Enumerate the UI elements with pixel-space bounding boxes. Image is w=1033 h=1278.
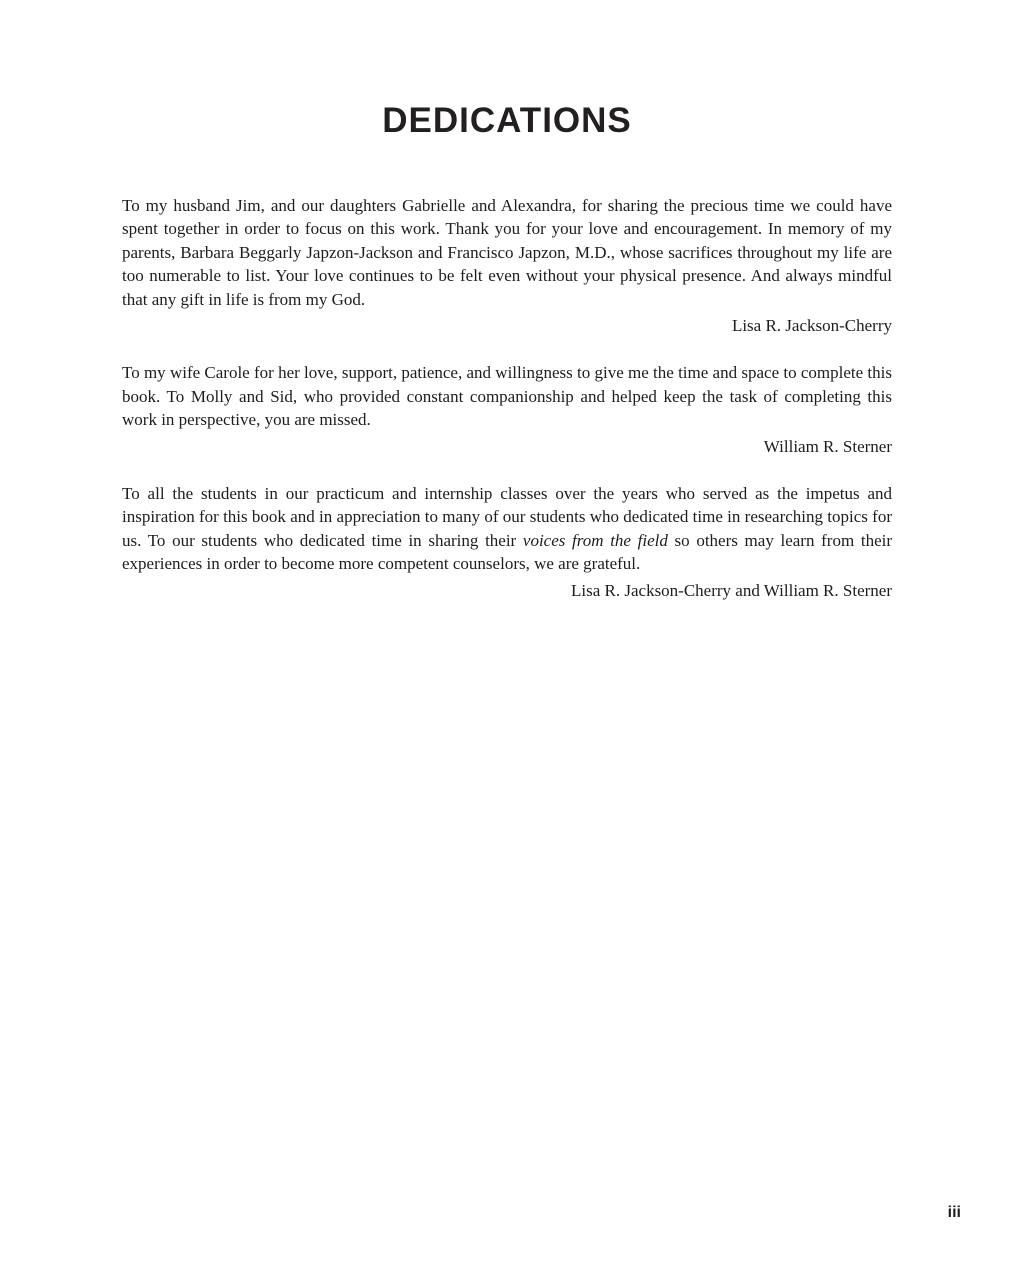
dedication-paragraph-text: To all the students in our practicum and internship classes over the years who served as the impetus and inspiration for this book and in appreciation to many of our students who dedicated time in researching topics for us. To our students who dedicated time in sharing their	[122, 484, 892, 550]
dedication-paragraph	[122, 194, 892, 311]
dedication-block	[122, 482, 892, 602]
dedication-attribution: William R. Sterner	[763, 436, 892, 456]
dedication-paragraph-text: To my husband Jim, and our daughters Gabrielle and Alexandra, for sharing the precious time we could have spent together in order to focus on this work. Thank you for your love and encouragement. In memory of my parents, Barbara Beggarly Japzon-Jackson and Francisco Japzon, M.D., whose sacrifices throughout my life are too numerable to list. Your love continues to be felt even without your physical presence. And always mindful that any gift in life is from my God.	[122, 196, 892, 309]
page-title: DEDICATIONS	[382, 101, 632, 140]
dedication-paragraph	[122, 482, 892, 576]
dedication-block	[122, 194, 892, 337]
dedication-paragraph	[122, 361, 892, 431]
dedication-paragraph-text: so others may learn from their experiences in order to become more competent counselors, we are grateful.	[122, 530, 893, 574]
dedication-attribution: Lisa R. Jackson-Cherry	[731, 316, 892, 336]
dedication-paragraph-italic-phrase: voices from the field	[522, 530, 668, 550]
dedication-block	[122, 361, 892, 458]
dedication-attribution: Lisa R. Jackson-Cherry and William R. Sterner	[571, 580, 892, 600]
dedications-content	[122, 194, 892, 626]
dedication-paragraph-text: To my wife Carole for her love, support, patience, and willingness to give me the time and space to complete this book. To Molly and Sid, who provided constant companionship and helped keep the task of completing this work in perspective, you are missed.	[122, 363, 892, 430]
page-number: iii	[947, 1204, 961, 1221]
